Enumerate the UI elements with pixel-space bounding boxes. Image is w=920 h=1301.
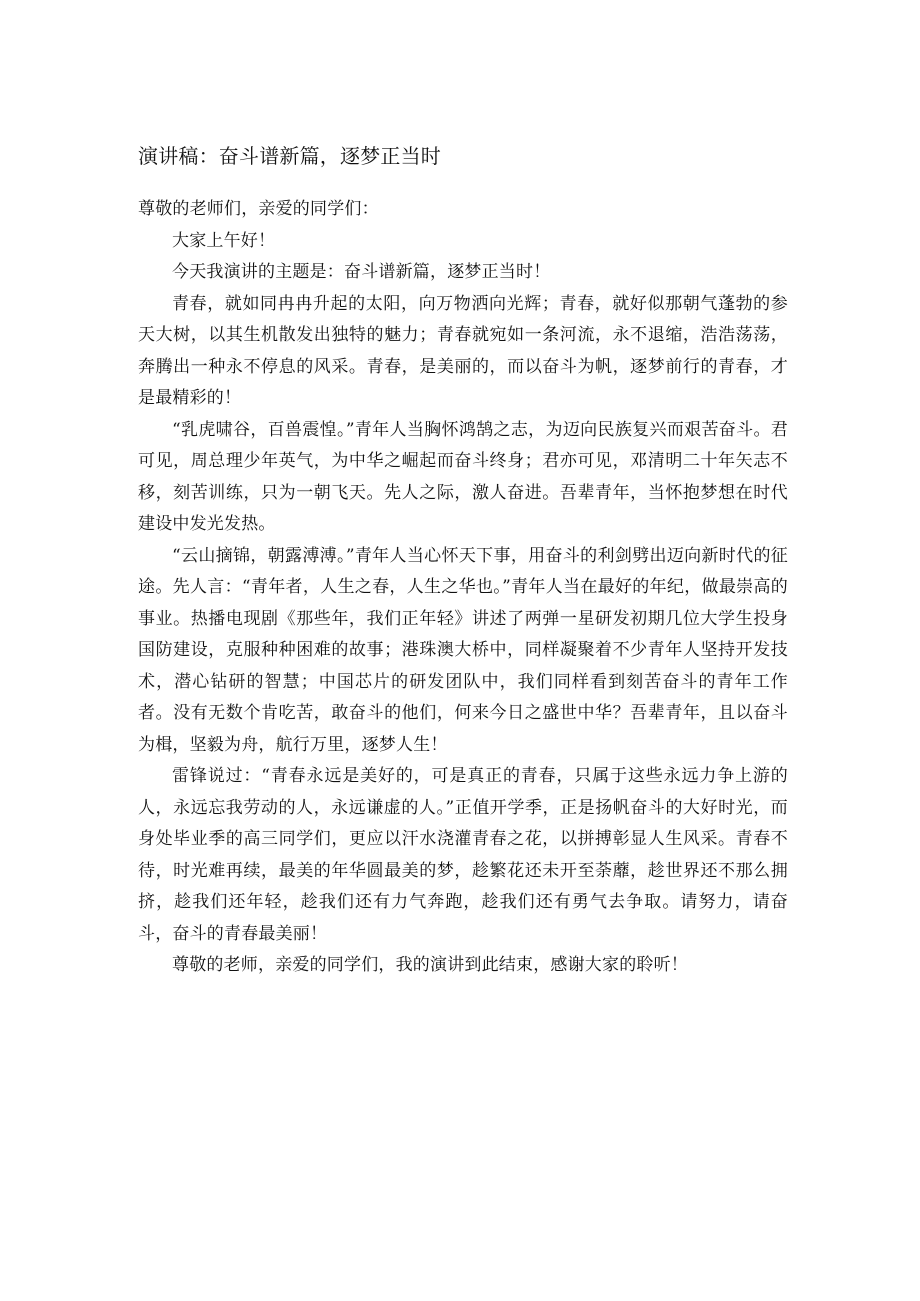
paragraph-topic: 今天我演讲的主题是：奋斗谱新篇，逐梦正当时！ — [172, 262, 551, 282]
document-title: 演讲稿：奋斗谱新篇，逐梦正当时 — [138, 144, 441, 168]
paragraph-youth: 青春，就如同冉冉升起的太阳，向万物洒向光辉；青春，就好似那朝气蓬勃的参天大树，以其生机散发出独特的魅力；青春就宛如一条河流，永不退缩，浩浩荡荡，奔腾出一种永不停息的风采。青春，是美丽的，而以奋斗为帆，逐梦前行的青春，才是最精彩的！ — [138, 293, 788, 408]
paragraph-leifeng: 雷锋说过：“青春永远是美好的，可是真正的青春，只属于这些永远力争上游的人，永远忘我劳动的人，永远谦虚的人。”正值开学季，正是扬帆奋斗的大好时光，而身处毕业季的高三同学们，更应以汗水浇灌青春之花，以拼搏彰显人生风采。青春不待，时光难再续，最美的年华圆最美的梦，趁繁花还未开至荼蘼，趁世界还不那么拥挤，趁我们还年轻，趁我们还有力气奔跑，趁我们还有勇气去争取。请努力，请奋斗，奋斗的青春最美丽！ — [138, 766, 788, 944]
paragraph-closing: 尊敬的老师，亲爱的同学们，我的演讲到此结束，感谢大家的聆听！ — [172, 955, 688, 975]
greeting: 尊敬的老师们，亲爱的同学们： — [138, 199, 379, 219]
paragraph-ambition: “乳虎啸谷，百兽震惶。”青年人当胸怀鸿鹄之志，为迈向民族复兴而艰苦奋斗。君可见，周总理少年英气，为中华之崛起而奋斗终身；君亦可见，邓清明二十年矢志不移，刻苦训练，只为一朝飞天。先人之际，激人奋进。吾辈青年，当怀抱梦想在时代建设中发光发热。 — [138, 419, 788, 534]
paragraph-opening: 大家上午好！ — [172, 230, 276, 251]
paragraph-career: “云山摘锦，朝露溥溥。”青年人当心怀天下事，用奋斗的利剑劈出迈向新时代的征途。先人言：“青年者，人生之春，人生之华也。”青年人当在最好的年纪，做最崇高的事业。热播电现剧《那些年，我们正年轻》讲述了两弹一星研发初期几位大学生投身国防建设，克服种种困难的故事；港珠澳大桥中，同样凝聚着不少青年人坚持开发技术，潜心钻研的智慧；中国芯片的研发团队中，我们同样看到刻苦奋斗的青年工作者。没有无数个肯吃苦，敢奋斗的他们，何来今日之盛世中华？吾辈青年，且以奋斗为楫，坚毅为舟，航行万里，逐梦人生！ — [138, 545, 788, 755]
document-body — [138, 138, 788, 982]
